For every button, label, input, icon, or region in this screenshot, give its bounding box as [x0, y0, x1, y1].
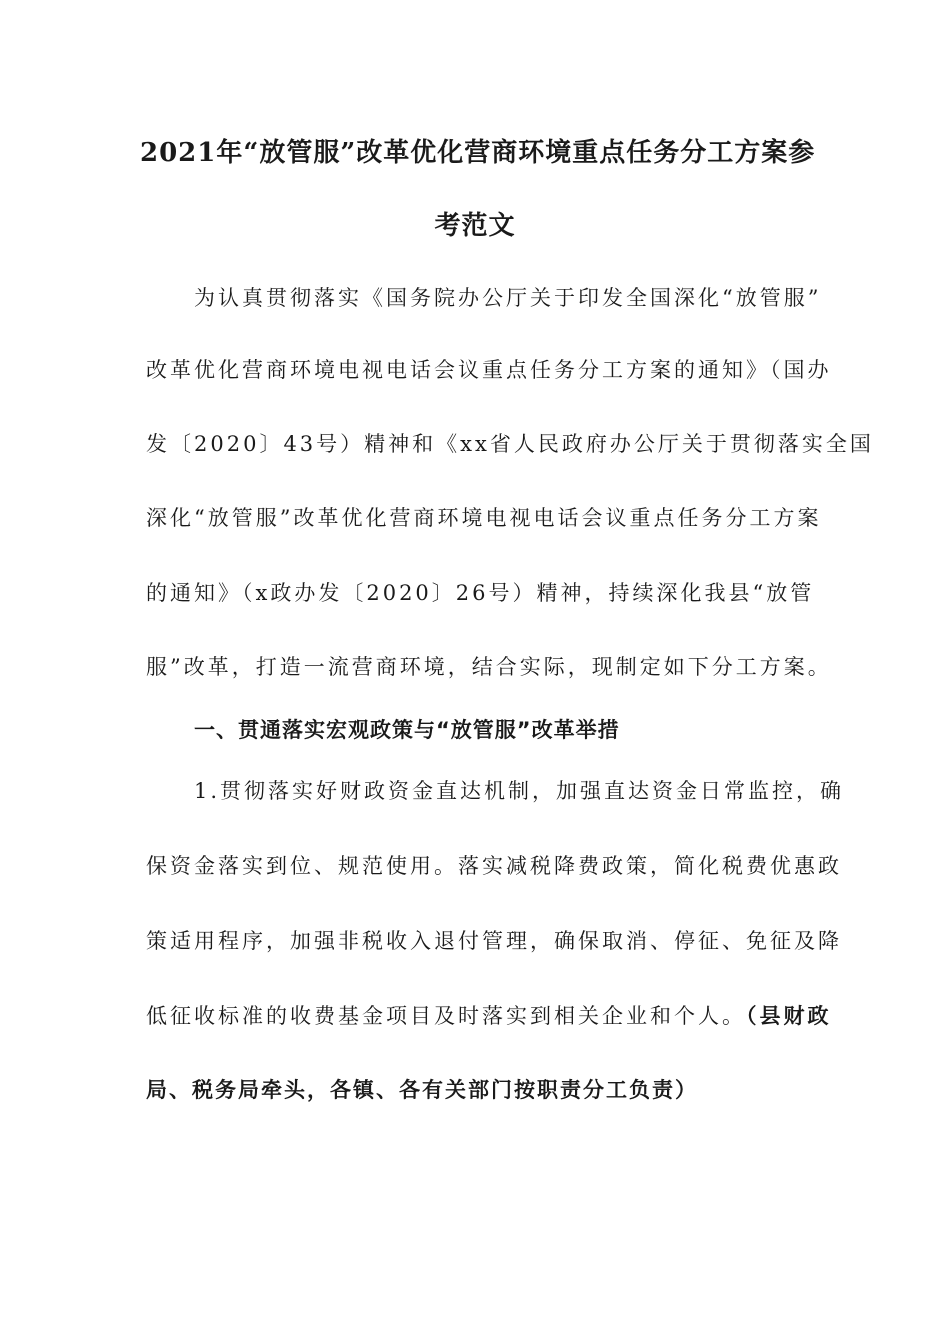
- intro-line-3: 发〔2020〕43号）精神和《xx省人民政府办公厅关于贯彻落实全国: [146, 432, 874, 456]
- intro-line-1: 为认真贯彻落实《国务院办公厅关于印发全国深化“放管服”: [194, 286, 822, 310]
- responsibility-note-start: （县财政: [746, 1004, 832, 1028]
- item1-line-3: 策适用程序，加强非税收入退付管理，确保取消、停征、免征及降: [146, 929, 842, 953]
- intro-line-2: 改革优化营商环境电视电话会议重点任务分工方案的通知》（国办: [146, 358, 832, 382]
- responsibility-note-end: 局、税务局牵头，各镇、各有关部门按职责分工负责）: [146, 1078, 698, 1102]
- intro-line-4: 深化“放管服”改革优化营商环境电视电话会议重点任务分工方案: [146, 506, 822, 530]
- item1-line-1: 1.贯彻落实好财政资金直达机制，加强直达资金日常监控，确: [194, 779, 845, 803]
- section-heading: 一、贯通落实宏观政策与“放管服”改革举措: [194, 718, 620, 742]
- document-title-line-2: 考范文: [434, 211, 516, 241]
- item1-line-4-text: 低征收标准的收费基金项目及时落实到相关企业和个人。: [146, 1004, 746, 1028]
- intro-line-6: 服”改革，打造一流营商环境，结合实际，现制定如下分工方案。: [146, 655, 832, 679]
- item1-line-4: [146, 1000, 832, 1030]
- item1-line-2: 保资金落实到位、规范使用。落实减税降费政策，简化税费优惠政: [146, 854, 842, 878]
- document-title-line-1: 2021年“放管服”改革优化营商环境重点任务分工方案参: [140, 138, 816, 168]
- intro-line-5: 的通知》（x政办发〔2020〕26号）精神，持续深化我县“放管: [146, 581, 815, 605]
